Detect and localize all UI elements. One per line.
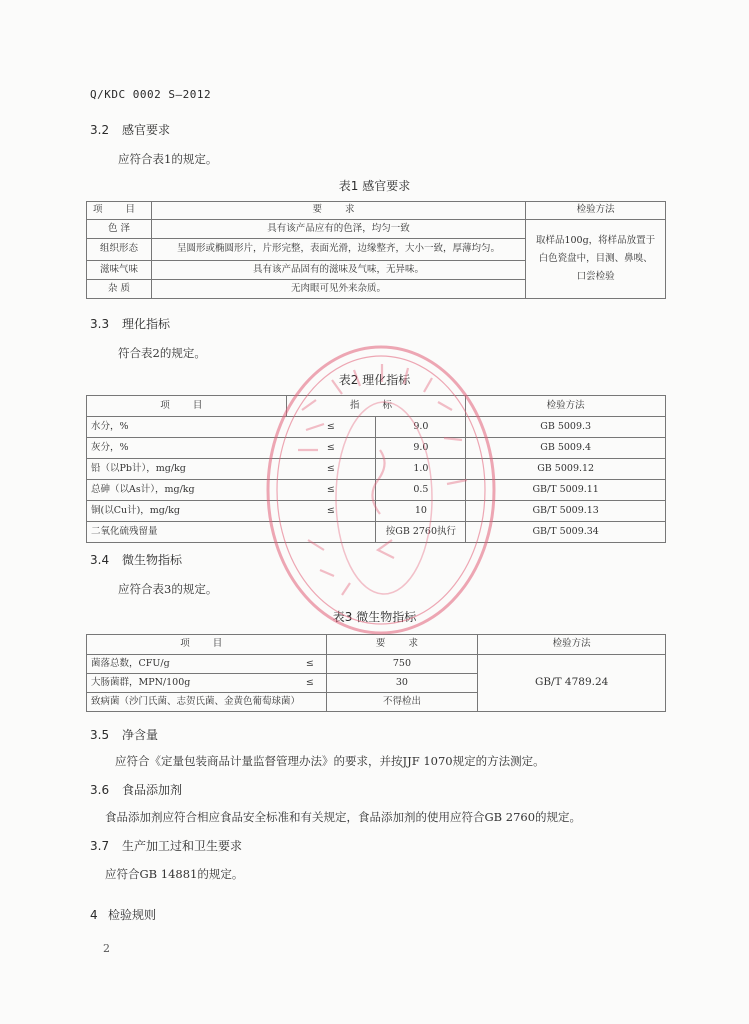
table-cell: 不得检出 bbox=[326, 693, 478, 712]
section-number: 4 bbox=[90, 908, 98, 922]
section-number: 3.4 bbox=[90, 553, 110, 567]
table-cell: 30 bbox=[326, 674, 478, 693]
table-row bbox=[87, 220, 666, 239]
section-3-7-text: 应符合GB 14881的规定。 bbox=[105, 867, 244, 881]
table-cell: 0.5 bbox=[376, 480, 466, 501]
table2 bbox=[86, 395, 666, 543]
table3 bbox=[86, 634, 666, 712]
table-header-row bbox=[87, 202, 666, 220]
table-cell: GB/T 5009.13 bbox=[466, 501, 666, 522]
section-title: 感官要求 bbox=[122, 123, 171, 137]
table-cell: GB/T 5009.34 bbox=[466, 522, 666, 543]
table-row bbox=[87, 438, 666, 459]
table-cell: 750 bbox=[326, 655, 478, 674]
table-cell-method: 取样品100g，将样品放置于白色瓷盘中，目测、鼻嗅、口尝检验 bbox=[526, 220, 666, 299]
header-cell: 项 目 bbox=[87, 396, 287, 417]
section-3-4-heading bbox=[90, 551, 182, 568]
table-cell: 铅（以Pb计），mg/kg bbox=[87, 459, 287, 480]
table1 bbox=[86, 201, 666, 299]
table-cell: 水分，% bbox=[87, 417, 287, 438]
section-3-6-heading bbox=[90, 781, 182, 798]
section-3-6-text: 食品添加剂应符合相应食品安全标准和有关规定，食品添加剂的使用应符合GB 2760的规定。 bbox=[105, 810, 582, 824]
table-cell-method: GB/T 4789.24 bbox=[478, 655, 666, 712]
table-cell: 9.0 bbox=[376, 438, 466, 459]
table-cell bbox=[286, 522, 376, 543]
table3-caption: 表3 微生物指标 bbox=[332, 610, 417, 624]
table-cell: 铜(以Cu计)，mg/kg bbox=[87, 501, 287, 522]
table-cell: GB/T 5009.11 bbox=[466, 480, 666, 501]
header-cell: 检验方法 bbox=[526, 202, 666, 220]
table-cell: 色 泽 bbox=[87, 220, 152, 239]
table-row bbox=[87, 459, 666, 480]
table-cell: ≤ bbox=[294, 674, 326, 693]
table-cell: 总砷（以As计），mg/kg bbox=[87, 480, 287, 501]
section-3-7-heading bbox=[90, 837, 242, 854]
header-cell: 检验方法 bbox=[466, 396, 666, 417]
table-cell: ≤ bbox=[286, 480, 376, 501]
section-3-3-text: 符合表2的规定。 bbox=[118, 346, 206, 360]
table-cell: 滋味气味 bbox=[87, 261, 152, 280]
table-cell: 10 bbox=[376, 501, 466, 522]
table-cell: 致病菌（沙门氏菌、志贺氏菌、金黄色葡萄球菌） bbox=[87, 693, 327, 712]
table2-caption: 表2 理化指标 bbox=[338, 373, 411, 387]
section-3-3-heading bbox=[90, 315, 170, 332]
table-cell: ≤ bbox=[286, 438, 376, 459]
table-cell: 按GB 2760执行 bbox=[376, 522, 466, 543]
section-3-2-text: 应符合表1的规定。 bbox=[118, 152, 218, 166]
header-cell: 要 求 bbox=[326, 635, 478, 655]
section-3-5-heading bbox=[90, 726, 158, 743]
table-cell: 具有该产品应有的色泽，均匀一致 bbox=[151, 220, 525, 239]
table-cell: 杂 质 bbox=[87, 280, 152, 299]
section-number: 3.7 bbox=[90, 839, 110, 853]
section-3-4-text: 应符合表3的规定。 bbox=[118, 582, 218, 596]
table-row bbox=[87, 480, 666, 501]
table-cell: 1.0 bbox=[376, 459, 466, 480]
section-3-2-heading bbox=[90, 121, 170, 138]
table-cell: GB 5009.3 bbox=[466, 417, 666, 438]
table-header-row bbox=[87, 396, 666, 417]
table-cell: 无肉眼可见外来杂质。 bbox=[151, 280, 525, 299]
table-cell: 二氧化硫残留量 bbox=[87, 522, 287, 543]
table-cell: ≤ bbox=[286, 417, 376, 438]
table-cell: ≤ bbox=[286, 459, 376, 480]
section-title: 理化指标 bbox=[122, 317, 171, 331]
table-cell: ≤ bbox=[294, 655, 326, 674]
section-title: 检验规则 bbox=[108, 908, 157, 922]
section-4-heading bbox=[90, 906, 156, 923]
table-cell: GB 5009.4 bbox=[466, 438, 666, 459]
table-cell: ≤ bbox=[286, 501, 376, 522]
section-title: 净含量 bbox=[122, 728, 159, 742]
section-title: 食品添加剂 bbox=[122, 783, 183, 797]
section-number: 3.6 bbox=[90, 783, 110, 797]
standard-code: Q/KDC 0002 S—2012 bbox=[90, 88, 212, 101]
table-cell: 菌落总数，CFU/g bbox=[87, 655, 295, 674]
header-cell: 检验方法 bbox=[478, 635, 666, 655]
table-cell: 具有该产品固有的滋味及气味，无异味。 bbox=[151, 261, 525, 280]
table-row bbox=[87, 655, 666, 674]
table-row bbox=[87, 417, 666, 438]
section-number: 3.5 bbox=[90, 728, 110, 742]
section-number: 3.3 bbox=[90, 317, 110, 331]
header-cell: 项 目 bbox=[87, 202, 152, 220]
table-cell: GB 5009.12 bbox=[466, 459, 666, 480]
table-cell: 组织形态 bbox=[87, 239, 152, 261]
table-header-row bbox=[87, 635, 666, 655]
table1-caption: 表1 感官要求 bbox=[338, 179, 411, 193]
table-row bbox=[87, 522, 666, 543]
table-cell: 呈圆形或椭圆形片，片形完整，表面光滑，边缘整齐，大小一致，厚薄均匀。 bbox=[151, 239, 525, 261]
header-cell: 要 求 bbox=[151, 202, 525, 220]
section-number: 3.2 bbox=[90, 123, 110, 137]
table-cell: 灰分，% bbox=[87, 438, 287, 459]
section-title: 生产加工过和卫生要求 bbox=[122, 839, 243, 853]
section-title: 微生物指标 bbox=[122, 553, 183, 567]
table-cell: 9.0 bbox=[376, 417, 466, 438]
header-cell: 指 标 bbox=[286, 396, 466, 417]
page-number: 2 bbox=[103, 942, 110, 955]
section-3-5-text: 应符合《定量包装商品计量监督管理办法》的要求，并按JJF 1070规定的方法测定。 bbox=[115, 754, 545, 768]
table-cell: 大肠菌群，MPN/100g bbox=[87, 674, 295, 693]
table-row bbox=[87, 501, 666, 522]
header-cell: 项 目 bbox=[87, 635, 327, 655]
